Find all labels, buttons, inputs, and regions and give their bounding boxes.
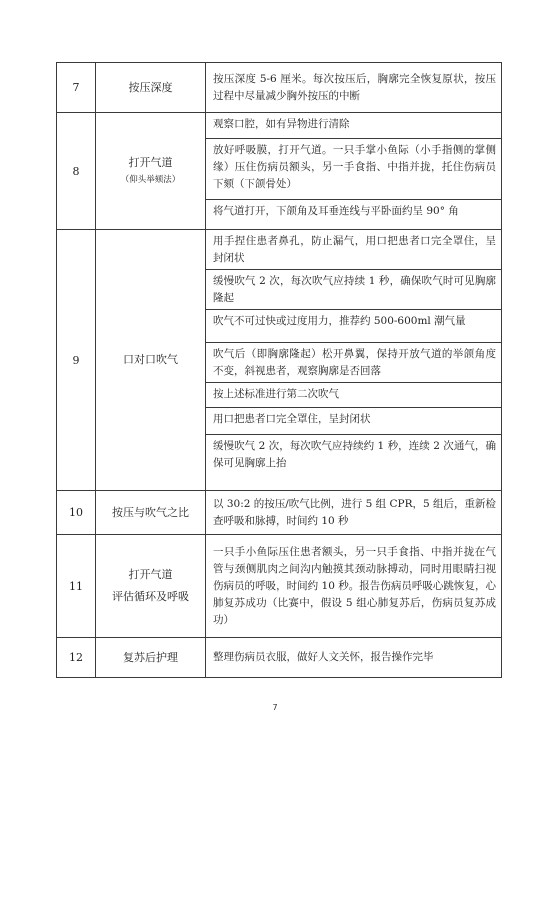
row-description <box>206 491 502 535</box>
table-row <box>57 113 502 230</box>
procedure-table <box>56 62 502 678</box>
row-number: 8 <box>57 113 96 230</box>
row-number: 10 <box>57 491 96 535</box>
table-row <box>57 230 502 491</box>
step-text: 缓慢吹气 2 次，每次吹气应持续约 1 秒，连续 2 次通气，确保可见胸廓上抬 <box>213 440 496 469</box>
step-text: 吹气不可过快或过度用力，推荐约 500-600ml 潮气量 <box>206 310 501 343</box>
row-item: 按压与吹气之比 <box>96 491 206 535</box>
table-row <box>57 638 502 678</box>
step-text: 用手捏住患者鼻孔，防止漏气，用口把患者口完全罩住，呈封闭状 <box>206 230 501 270</box>
step-text: 以 30:2 的按压/吹气比例，进行 5 组 CPR，5 组后，重新检查呼吸和脉搏，时间约 10 秒 <box>213 497 497 527</box>
row-item: 口对口吹气 <box>96 230 206 491</box>
row-number: 7 <box>57 63 96 113</box>
row-item-title: 打开气道 <box>128 568 173 581</box>
page-number: 7 <box>272 703 278 712</box>
row-description <box>206 113 502 230</box>
step-text: 用口把患者口完全罩住，呈封闭状 <box>206 408 501 435</box>
row-item: 复苏后护理 <box>96 638 206 678</box>
row-description <box>206 535 502 638</box>
table-row <box>57 491 502 535</box>
row-number: 9 <box>57 230 96 491</box>
row-description <box>206 230 502 491</box>
row-item-note: （仰头举颏法） <box>120 175 181 185</box>
row-item <box>96 113 206 230</box>
step-text: 整理伤病员衣服，做好人文关怀，报告操作完毕 <box>213 651 434 663</box>
step-text: 缓慢吹气 2 次，每次吹气应持续 1 秒，确保吹气时可见胸廓隆起 <box>206 270 501 310</box>
step-text: 放好呼吸膜，打开气道。一只手掌小鱼际（小手指侧的掌侧缘）压住伤病员额头，另一手食指、中指并拢，托住伤病员下颏（下颌骨处） <box>206 139 501 200</box>
row-description <box>206 638 502 678</box>
step-text: 按上述标准进行第二次吹气 <box>206 383 501 408</box>
row-item: 按压深度 <box>96 63 206 113</box>
row-item-title: 打开气道 <box>128 156 173 169</box>
table-row <box>57 535 502 638</box>
row-number: 11 <box>57 535 96 638</box>
step-text: 一只手小鱼际压住患者额头，另一只手食指、中指并拢在气管与颈侧肌肉之间沟内触摸其颈动脉搏动，同时用眼睛扫视伤病员的呼吸，时间约 10 秒。报告伤病员呼吸心跳恢复，心肺复苏成功（比赛中，假设 5 组心肺复苏后，伤病员复苏成功） <box>213 545 496 626</box>
step-text: 吹气后（即胸廓隆起）松开鼻翼，保持开放气道的举颌角度不变，斜视患者，观察胸廓是否回落 <box>206 343 501 383</box>
step-text: 观察口腔，如有异物进行清除 <box>206 113 501 139</box>
step-text: 按压深度 5-6 厘米。每次按压后，胸廓完全恢复原状，按压过程中尽量减少胸外按压的中断 <box>213 72 496 102</box>
row-item-subtitle: 评估循环及呼吸 <box>112 590 189 603</box>
step-text: 将气道打开，下颌角及耳垂连线与平卧面约呈 90° 角 <box>213 205 459 217</box>
row-item <box>96 535 206 638</box>
row-number: 12 <box>57 638 96 678</box>
table-row <box>57 63 502 113</box>
row-description <box>206 63 502 113</box>
